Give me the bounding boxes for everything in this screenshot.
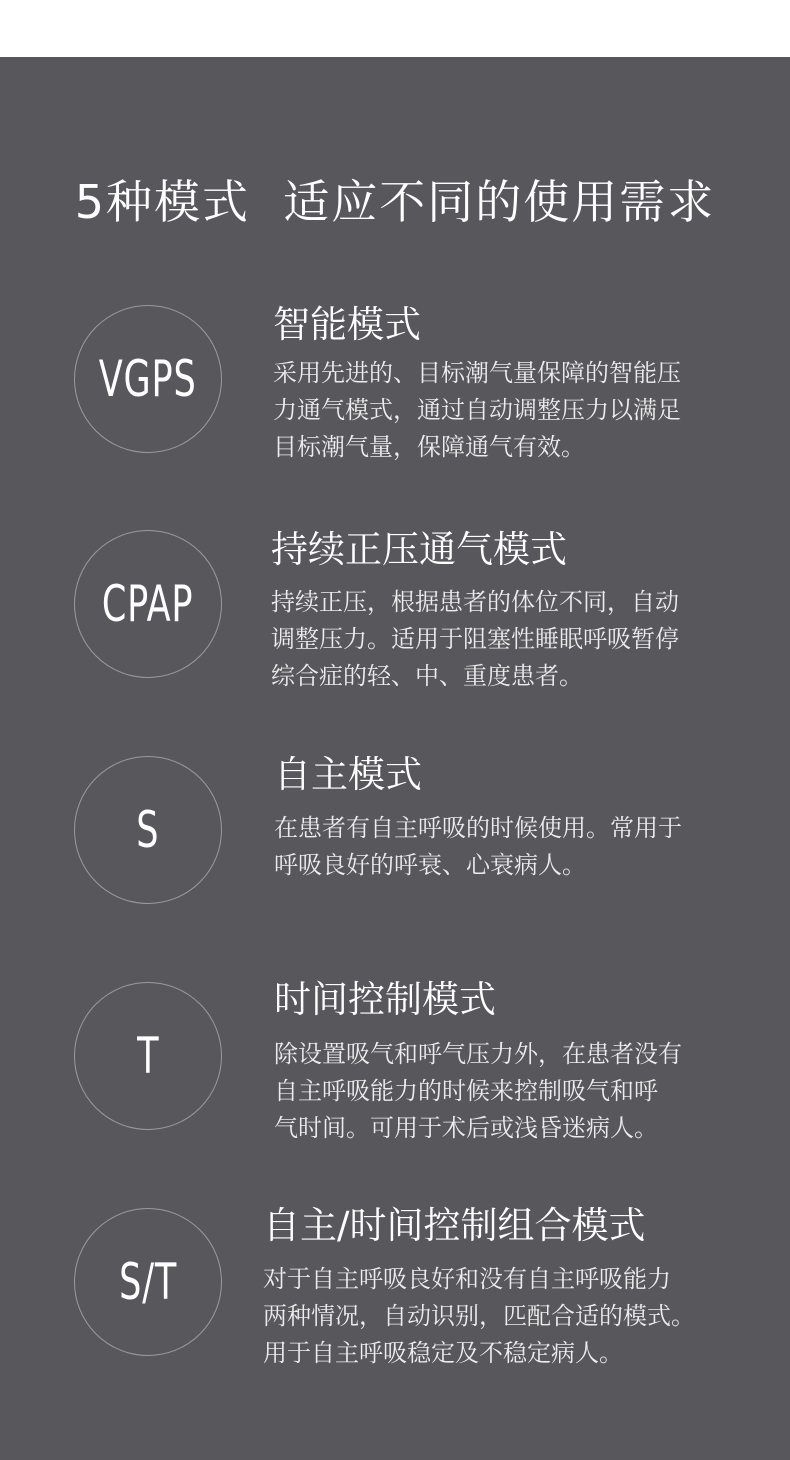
mode-badge-label: VGPS: [99, 350, 197, 408]
mode-title: 自主/时间控制组合模式: [263, 1204, 646, 1247]
mode-item-vgps: [0, 300, 790, 490]
mode-badge-circle: [74, 1208, 222, 1356]
mode-title: 智能模式: [273, 303, 421, 346]
top-white-band: [0, 0, 790, 57]
description-line: 综合症的轻、中、重度患者。: [271, 662, 583, 690]
description-line: 两种情况，自动识别，匹配合适的模式。: [263, 1302, 695, 1330]
mode-description: [274, 1036, 744, 1147]
mode-description: [273, 355, 743, 466]
description-line: 用于自主呼吸稳定及不稳定病人。: [263, 1339, 623, 1367]
description-line: 目标潮气量，保障通气有效。: [273, 433, 585, 461]
mode-title: 持续正压通气模式: [271, 528, 567, 571]
mode-description: [271, 584, 741, 695]
description-line: 在患者有自主呼吸的时候使用。常用于: [274, 814, 682, 842]
mode-item-st: [0, 1203, 790, 1393]
description-line: 自主呼吸能力的时候来控制吸气和呼: [274, 1077, 658, 1105]
mode-description: [274, 810, 744, 884]
mode-title: 时间控制模式: [274, 978, 496, 1021]
description-line: 调整压力。适用于阻塞性睡眠呼吸暂停: [271, 625, 679, 653]
mode-item-s: [0, 752, 790, 942]
mode-badge-label: T: [136, 1027, 160, 1085]
mode-badge-circle: [74, 305, 222, 453]
mode-item-cpap: [0, 525, 790, 715]
description-line: 力通气模式，通过自动调整压力以满足: [273, 396, 681, 424]
mode-title: 自主模式: [274, 753, 422, 796]
mode-description: [263, 1261, 733, 1372]
mode-badge-label: CPAP: [102, 575, 194, 633]
description-line: 采用先进的、目标潮气量保障的智能压: [273, 359, 681, 387]
mode-badge-label: S: [136, 801, 160, 859]
mode-badge-circle: [74, 982, 222, 1130]
description-line: 气时间。可用于术后或浅昏迷病人。: [274, 1114, 658, 1142]
description-line: 持续正压，根据患者的体位不同，自动: [271, 588, 679, 616]
description-line: 对于自主呼吸良好和没有自主呼吸能力: [263, 1265, 671, 1293]
page-headline: 5种模式 适应不同的使用需求: [74, 175, 716, 229]
description-line: 除设置吸气和呼气压力外，在患者没有: [274, 1040, 682, 1068]
mode-item-t: [0, 977, 790, 1167]
description-line: 呼吸良好的呼衰、心衰病人。: [274, 851, 586, 879]
mode-badge-circle: [74, 756, 222, 904]
mode-badge-label: S/T: [119, 1253, 177, 1311]
mode-badge-circle: [74, 530, 222, 678]
